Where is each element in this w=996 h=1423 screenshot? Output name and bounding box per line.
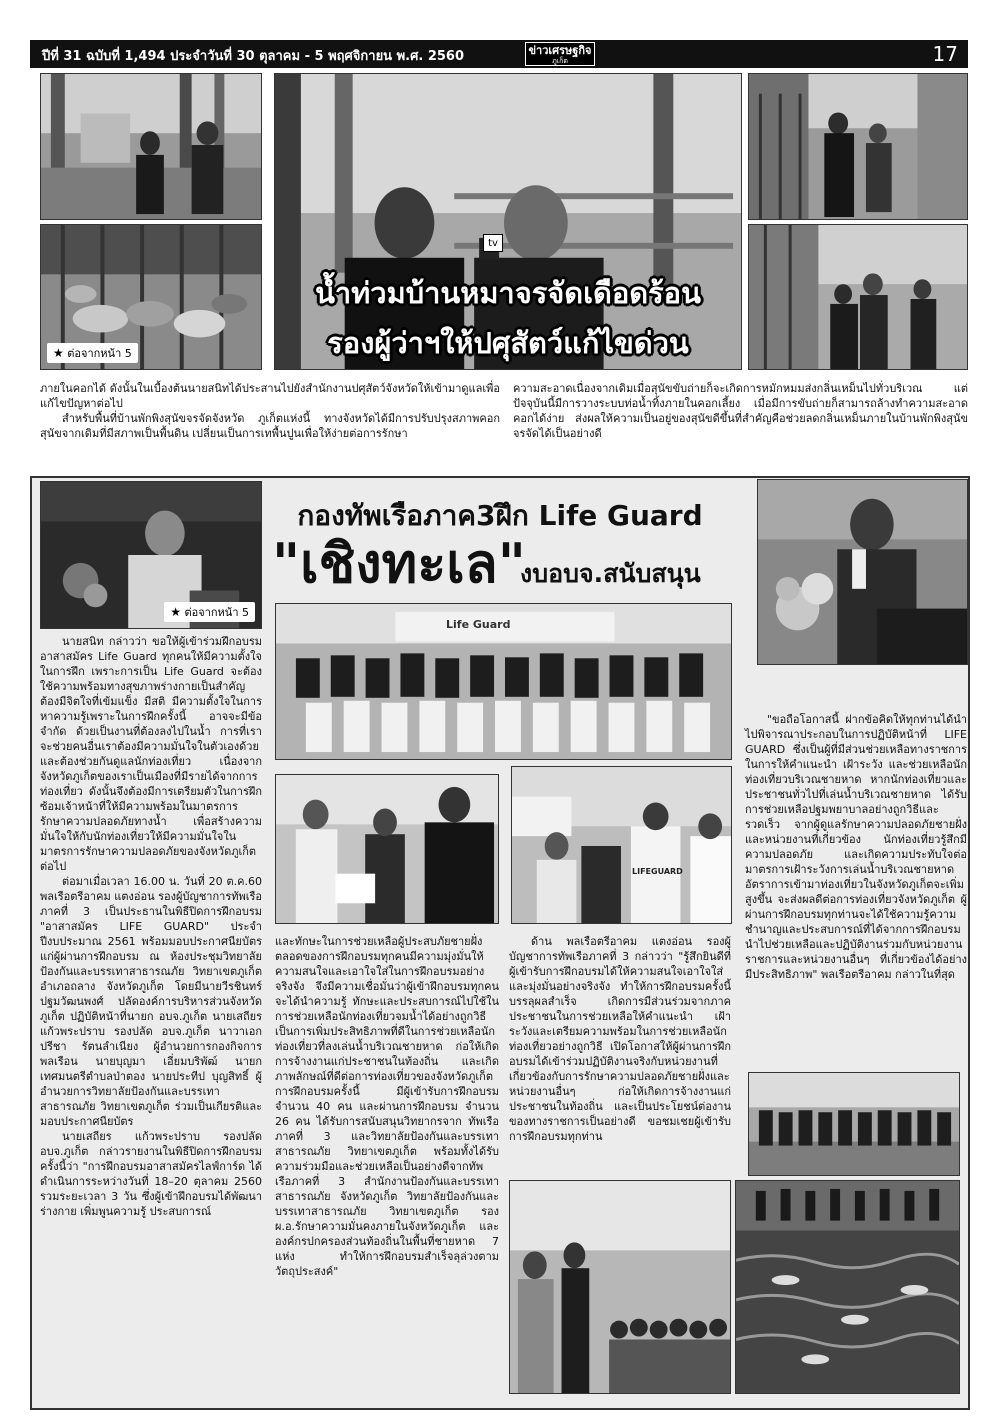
masthead-logo-text: ข่าวเศรษฐกิจ (528, 44, 592, 57)
photo-trainees-seated (509, 1180, 731, 1394)
star-icon: ★ (170, 605, 182, 619)
photo-lifeguard-certificate (511, 766, 732, 924)
photo-swimming-pool (735, 1180, 960, 1394)
story2-paragraph: นายเสถียร แก้วพระปราบ รองปลัด อบจ.ภูเก็ต กล่าวรายงานในพิธีปิดการฝึกอบรมครั้งนี้ว่า "การฝึกอบรมอาสาสมัครไลฟ์การ์ด ได้ดำเนินการระหว่างวันที่ 18–20 ตุลาคม 2560 รวมระยะเวลา 3 วัน ซึ่งผู้เข้าฝึกอบรมได้พัฒนาร่างกาย เพิ่มพูนความรู้ ประสบการณ์ (40, 1130, 262, 1218)
story2-column-2 (275, 934, 499, 1394)
masthead-logo-sub: ภูเก็ต (552, 57, 568, 65)
story2-paragraph: และทักษะในการช่วยเหลือผู้ประสบภัยชายฝั่ง ตลอดของการฝึกอบรมทุกคนมีความมุ่งมั่นให้ความสนใจและเอาใจใส่ในการฝึกอบรมอย่างจริงจัง จึงมีความเชื่อมั่นว่าผู้เข้าฝึกอบรมทุกคนจะได้นำความรู้ ทักษะและประสบการณ์ไปใช้ในการช่วยเหลือนักท่องเที่ยวจมน้ำได้อย่างถูกวิธี เป็นการเพิ่มประสิทธิภาพที่ดีในการช่วยเหลือนักท่องเที่ยวที่ลงเล่นน้ำบริเวณชายหาด ก่อให้เกิดการจ้างงานแก่ประชาชนในท้องถิ่น และเกิดภาพลักษณ์ที่ดีต่อการท่องเที่ยวของจังหวัดภูเก็ต การฝึกอบรมครั้งนี้ มีผู้เข้ารับการฝึกอบรม จำนวน 40 คน และผ่านการฝึกอบรม จำนวน 26 คน ได้รับการสนับสนุนวิทยากรจาก ทัพเรือภาคที่ 3 และวิทยาลัยป้องกันและบรรเทาสาธารณภัย วิทยาเขตภูเก็ต พร้อมทั้งได้รับความร่วมมือและช่วยเหลือเป็นอย่างดีจากทัพเรือภาคที่ 3 สำนักงานป้องกันและบรรเทาสาธารณภัย จังหวัดภูเก็ต วิทยาลัยป้องกันและบรรเทาสาธารณภัย วิทยาเขตภูเก็ต รอง ผ.อ.รักษาความมั่นคงภายในจังหวัดภูเก็ต และองค์กรปกครองส่วนท้องถิ่นในพื้นที่ชายหาด 7 แห่ง ทำให้การฝึกอบรมสำเร็จลุล่วงตามวัตถุประสงค์" (275, 935, 499, 1278)
story2-paragraph: "ขอถือโอกาสนี้ ฝากข้อคิดให้ทุกท่านได้นำไปพิจารณาประกอบในการปฏิบัติหน้าที่ LIFE GUARD ซึ่งเป็นผู้ที่มีส่วนช่วยเหลือทางราชการในการให้คำแนะนำ เฝ้าระวัง และช่วยเหลือนักท่องเที่ยวบริเวณชายหาด หากนักท่องเที่ยวและประชาชนทั่วไปที่เล่นน้ำบริเวณชายหาด ได้รับการช่วยเหลือปฐมพยาบาลอย่างถูกวิธีและรวดเร็ว จากผู้ดูแลรักษาความปลอดภัยชายฝั่งและหน่วยงานที่เกี่ยวข้อง นักท่องเที่ยวรู้สึกมีความปลอดภัย และเกิดความประทับใจต่อมาตรการเฝ้าระวังการเล่นน้ำบริเวณชายหาด อัตราการเข้ามาท่องเที่ยวในจังหวัดภูเก็ตจะเพิ่มสูงขึ้น จะส่งผลดีต่อการท่องเที่ยวจังหวัดภูเก็ต ผู้ผ่านการฝึกอบรมทุกท่านจะได้ใช้ความรู้ความชำนาญและประสบการณ์ที่ได้จากการฝึกอบรม นำไปช่วยเหลือและปฏิบัติงานร่วมกับหน่วยงานราชการและหน่วยงานอื่นๆ ที่เกี่ยวข้องได้อย่างมีประสิทธิภาพ" พลเรือตรีอาคม กล่าวในที่สุด (745, 713, 967, 981)
photo-group-shelter (748, 224, 968, 370)
photo-pool-training (748, 1072, 960, 1176)
story1-headline-line2: รองผู้ว่าฯให้ปศุสัตว์แก้ไขด่วน (327, 326, 689, 360)
story1-paragraph: ภายในคอกได้ ดังนั้นในเบื้องต้นนายสนิทได้ประสานไปยังสำนักงานปศุสัตว์จังหวัดให้เข้ามาดูแลเพื่อแก้ไขปัญหาต่อไป (40, 382, 500, 410)
story2-headline-line2: "เชิงทะเล" (272, 532, 526, 595)
photo-stray-dogs (40, 224, 262, 370)
story2-column-4 (745, 712, 967, 1067)
star-icon: ★ (53, 346, 64, 360)
masthead-logo (525, 42, 595, 66)
photo-officials-at-shelter (40, 73, 262, 220)
story2-headline-line1: กองทัพเรือภาค3ฝึก Life Guard (297, 499, 703, 532)
story2-headline-line3: งบอบจ.สนับสนุน (520, 559, 701, 588)
story2-column-1 (40, 634, 262, 1394)
story2-paragraph: นายสนิท กล่าวว่า ขอให้ผู้เข้าร่วมฝึกอบรมอาสาสมัคร Life Guard ทุกคนให้มีความตั้งใจในการฝึก เพราะการเป็น Life Guard จะต้องใช้ความพร้อมทางสุขภาพร่างกายเป็นสำคัญ ต้องมีจิตใจที่เข้มแข็ง มีสติ มีความตั้งใจในการหาความรู้เพราะในการฝึกครั้งนี้ อาจจะมีข้อจำกัด ด้วยเป็นงานที่ต้องลงไปในน้ำ การที่เราจะช่วยคนอื่นเราต้องมีความมั่นใจในตัวเองด้วย และต้องช่วยกันดูแลนักท่องเที่ยว เนื่องจากจังหวัดภูเก็ตของเราเป็นเมืองที่มีรายได้จากการท่องเที่ยว ดังนั้นจึงต้องมีการเตรียมตัวในการฝึกซ้อมเจ้าหน้าที่ให้มีความพร้อมในมาตรการรักษาความปลอดภัยทางน้ำ เพื่อสร้างความมั่นใจให้กับนักท่องเที่ยวให้มีความมั่นใจในมาตรการรักษาความปลอดภัยของจังหวัดภูเก็ตต่อไป (40, 635, 262, 873)
story1-paragraph: สำหรับพื้นที่บ้านพักพิงสุนัขจรจัดจังหวัด ภูเก็ตแห่งนี้ ทางจังหวัดได้มีการปรับปรุงสภาพคอกสุนัขจากเดิมที่มีสภาพเป็นพื้นดิน เปลี่ยนเป็นการเทพื้นปูนเพื่อให้ง่ายต่อการรักษา (40, 412, 500, 440)
photo-graduates-group (275, 603, 732, 760)
tv-microphone-badge: tv (483, 234, 503, 252)
story2-paragraph: ต่อมาเมื่อเวลา 16.00 น. วันที่ 20 ต.ค.60 พลเรือตรีอาคม แตงอ่อน รองผู้บัญชาการทัพเรือภาคที่ 3 เป็นประธานในพิธีปิดการฝึกอบรม "อาสาสมัคร LIFE GUARD" ประจำปีงบประมาณ 2561 พร้อมมอบประกาศนียบัตรแก่ผู้ผ่านการฝึกอบรม ณ ห้องประชุมวิทยาลัยป้องกันและบรรเทาสาธารณภัย วิทยาเขตภูเก็ต อำเภอถลาง จังหวัดภูเก็ต โดยมีนายวีรชินทร์ ปฐมวัฒนพงศ์ ปลัดองค์การบริหารส่วนจังหวัดภูเก็ต ปฏิบัติหน้าที่นายก อบจ.ภูเก็ต นายเสถียร แก้วพระปราบ รองปลัด อบจ.ภูเก็ต นาวาเอกปรีชา รัตนลำเนียง ผู้อำนวยการกองกิจการพลเรือน นายบุญมา เอี่ยมบริพัฒ์ นายกเทศมนตรีตำบลป่าตอง นายประทีป บุญสิทธิ์ ผู้อำนวยการวิทยาลัยป้องกันและบรรเทาสาธารณภัย วิทยาเขตภูเก็ต ร่วมเป็นเกียรติและมอบประกาศนียบัตร (40, 875, 262, 1128)
story1-headline-line1: น้ำท่วมบ้านหมาจรจัดเดือดร้อน (315, 276, 701, 310)
photo-speaker-microphone (757, 479, 968, 665)
vest-text: LIFEGUARD (632, 867, 683, 876)
page-header (30, 40, 968, 68)
photo-walking-shelter (748, 73, 968, 220)
photo-certificate-handover (275, 774, 499, 924)
issue-info: ปีที่ 31 ฉบับที่ 1,494 ประจำวันที่ 30 ตุลาคม - 5 พฤศจิกายน พ.ศ. 2560 (42, 49, 465, 64)
photo-speaker-podium (40, 481, 262, 629)
continued-from-label (47, 343, 138, 363)
story2-column-3 (509, 934, 731, 1174)
story1-column-2 (513, 381, 968, 461)
continued-from-label (164, 602, 255, 622)
photo-interview (274, 73, 742, 370)
continued-text: ต่อจากหน้า 5 (184, 606, 249, 619)
continued-text: ต่อจากหน้า 5 (67, 347, 132, 360)
story2-paragraph: ด้าน พลเรือตรีอาคม แตงอ่อน รองผู้บัญชาการทัพเรือภาคที่ 3 กล่าวว่า "รู้สึกยินดีที่ผู้เข้ารับการฝึกอบรมได้ให้ความสนใจเอาใจใส่และมุ่งมั่นอย่างจริงจัง ทำให้การฝึกอบรมครั้งนี้บรรลุผลสำเร็จ เกิดการมีส่วนร่วมจากภาคประชาชนในการช่วยเหลือให้คำแนะนำ เฝ้าระวังและเตรียมความพร้อมในการช่วยเหลือนักท่องเที่ยวอย่างถูกวิธี เปิดโอกาสให้ผู้ผ่านการฝึกอบรมได้เข้าร่วมปฏิบัติงานจริงกับหน่วยงานที่เกี่ยวข้องกับการรักษาความปลอดภัยชายฝั่งและหน่วยงานอื่นๆ ก่อให้เกิดการจ้างงานแก่ประชาชนในท้องถิ่น และเป็นประโยชน์ต่องานของทางราชการเป็นอย่างดี ขอชมเชยผู้เข้ารับการฝึกอบรมทุกท่าน (509, 935, 731, 1143)
banner-text: Life Guard (446, 618, 511, 631)
page-number: 17 (932, 42, 958, 66)
story1-paragraph: ความสะอาดเนื่องจากเดิมเมื่อสุนัขขับถ่ายก็จะเกิดการหมักหมมส่งกลิ่นเหม็นไปทั่วบริเวณ แต่ปัจจุบันนี้มีการวางระบบท่อน้ำทิ้งภายในคอกเลี้ยง เมื่อมีการขับถ่ายก็สามารถล้างทำความสะอาดคอกได้ง่าย ส่งผลให้ความเป็นอยู่ของสุนัขดีขึ้นที่สำคัญคือช่วยลดกลิ่นเหม็นภายในบ้านพักพิงสุนัขจรจัดได้เป็นอย่างดี (513, 382, 968, 440)
story1-column-1 (40, 381, 500, 461)
